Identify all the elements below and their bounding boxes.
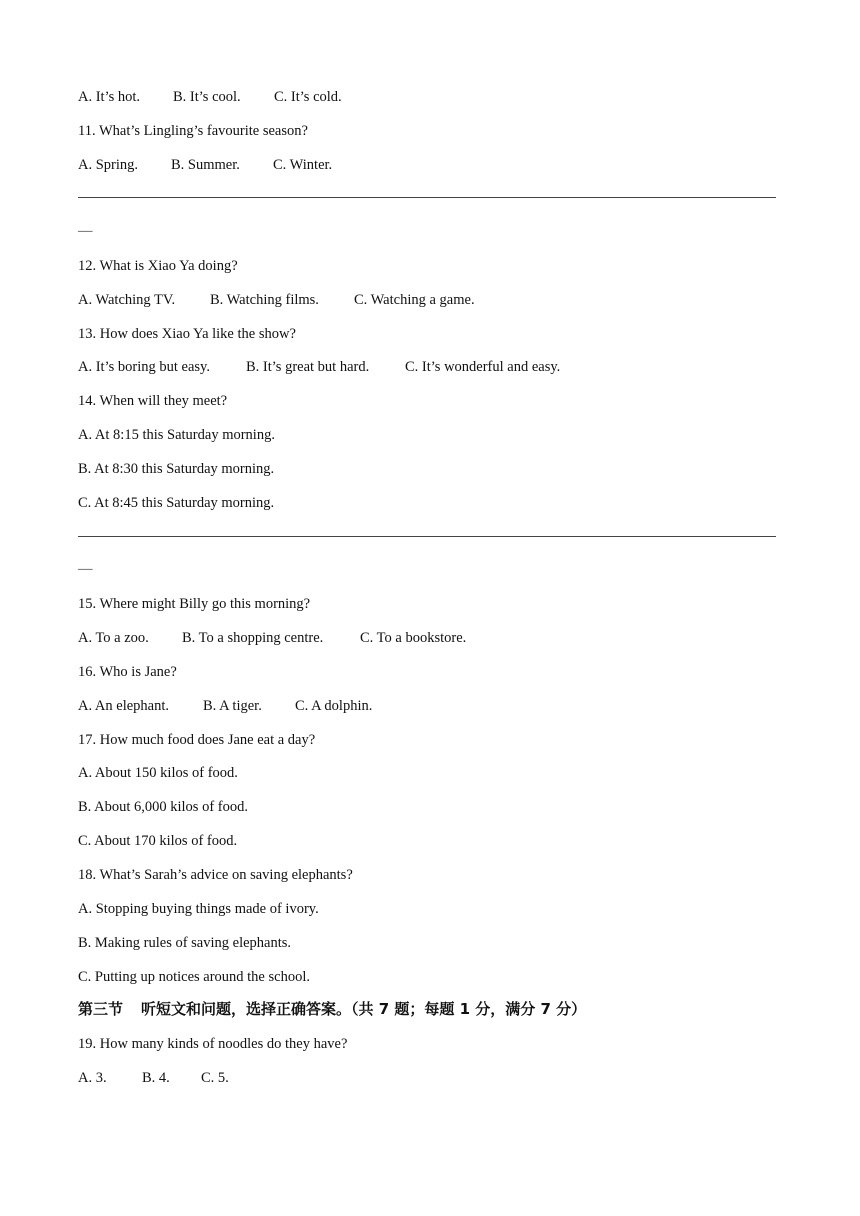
answer-option: A. About 150 kilos of food. xyxy=(78,765,238,781)
option-b: B. Summer. xyxy=(171,157,240,173)
options-row xyxy=(78,629,466,647)
options-row xyxy=(78,358,560,376)
option-a: A. An elephant. xyxy=(78,698,170,714)
options-row xyxy=(78,156,332,174)
answer-option: A. At 8:15 this Saturday morning. xyxy=(78,427,275,443)
option-c: C. It’s wonderful and easy. xyxy=(405,359,561,375)
option-a: A. Watching TV. xyxy=(78,292,176,308)
question-12: 12. What is Xiao Ya doing? xyxy=(78,258,238,274)
question-17: 17. How much food does Jane eat a day? xyxy=(78,732,316,748)
option-a: A. It’s boring but easy. xyxy=(78,359,210,375)
option-b: B. 4. xyxy=(142,1070,170,1086)
answer-option: B. Making rules of saving elephants. xyxy=(78,935,292,951)
option-b: B. To a shopping centre. xyxy=(182,630,324,646)
separator-rule xyxy=(78,536,776,537)
options-row xyxy=(78,697,372,715)
option-a: A. Spring. xyxy=(78,157,139,173)
question-14: 14. When will they meet? xyxy=(78,393,228,409)
question-16: 16. Who is Jane? xyxy=(78,664,177,680)
options-row xyxy=(78,88,342,106)
option-c: C. Winter. xyxy=(273,157,333,173)
option-c: C. A dolphin. xyxy=(295,698,373,714)
option-c: C. It’s cold. xyxy=(274,89,342,105)
options-row xyxy=(78,1069,229,1087)
option-a: A. To a zoo. xyxy=(78,630,149,646)
answer-option: B. About 6,000 kilos of food. xyxy=(78,799,248,815)
answer-option: C. Putting up notices around the school. xyxy=(78,969,310,985)
question-13: 13. How does Xiao Ya like the show? xyxy=(78,326,296,342)
option-b: B. It’s cool. xyxy=(173,89,241,105)
option-a: A. It’s hot. xyxy=(78,89,141,105)
question-11: 11. What’s Lingling’s favourite season? xyxy=(78,123,308,139)
option-b: B. It’s great but hard. xyxy=(246,359,370,375)
separator-mark: — xyxy=(78,223,93,239)
separator-rule xyxy=(78,197,776,198)
option-b: B. Watching films. xyxy=(210,292,319,308)
section-instructions: 听短文和问题，选择正确答案。（共 7 题；每题 1 分，满分 7 分） xyxy=(141,1000,587,1018)
option-c: C. 5. xyxy=(201,1070,229,1086)
option-c: C. To a bookstore. xyxy=(360,630,467,646)
question-15: 15. Where might Billy go this morning? xyxy=(78,596,311,612)
answer-option: C. About 170 kilos of food. xyxy=(78,833,238,849)
question-18: 18. What’s Sarah’s advice on saving elephants? xyxy=(78,867,353,883)
option-a: A. 3. xyxy=(78,1070,107,1086)
separator-mark: — xyxy=(78,561,93,577)
section-heading xyxy=(78,1000,586,1018)
option-b: B. A tiger. xyxy=(203,698,262,714)
question-19: 19. How many kinds of noodles do they have? xyxy=(78,1036,348,1052)
answer-option: A. Stopping buying things made of ivory. xyxy=(78,901,319,917)
option-c: C. Watching a game. xyxy=(354,292,475,308)
section-label: 第三节 xyxy=(78,1000,124,1018)
answer-option: B. At 8:30 this Saturday morning. xyxy=(78,461,275,477)
options-row xyxy=(78,291,475,309)
answer-option: C. At 8:45 this Saturday morning. xyxy=(78,495,275,511)
